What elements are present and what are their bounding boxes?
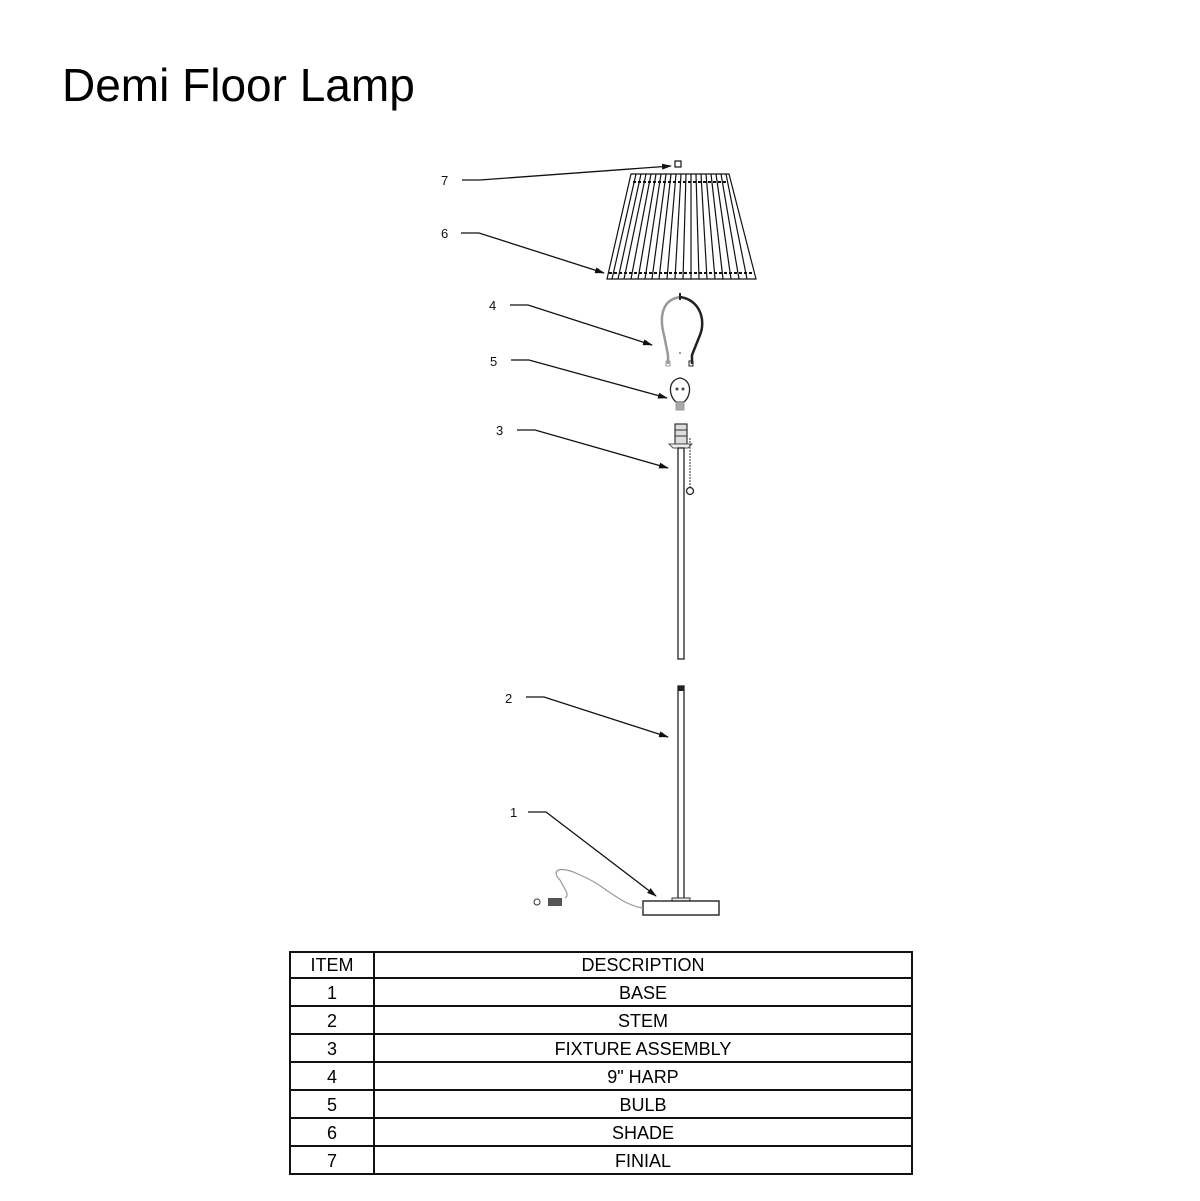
column-header-item: ITEM <box>290 952 374 978</box>
item-cell: 2 <box>290 1006 374 1034</box>
base-icon <box>534 870 719 915</box>
page-title: Demi Floor Lamp <box>62 59 415 111</box>
table-row <box>290 978 912 1006</box>
description-cell: FIXTURE ASSEMBLY <box>374 1034 912 1062</box>
description-cell: BASE <box>374 978 912 1006</box>
item-cell: 7 <box>290 1146 374 1174</box>
table-row <box>290 1118 912 1146</box>
parts-table <box>289 951 913 1175</box>
description-cell: 9" HARP <box>374 1062 912 1090</box>
callout-4 <box>489 298 652 345</box>
callout-1 <box>510 805 656 896</box>
fixture-assembly-icon <box>669 424 694 659</box>
item-cell: 1 <box>290 978 374 1006</box>
callout-7 <box>441 166 671 188</box>
callout-2 <box>505 691 668 737</box>
shade-icon <box>607 174 756 279</box>
table-row <box>290 1034 912 1062</box>
svg-text:3: 3 <box>496 423 504 438</box>
description-cell: STEM <box>374 1006 912 1034</box>
table-row <box>290 1006 912 1034</box>
description-cell: FINIAL <box>374 1146 912 1174</box>
table-header-row <box>290 952 912 978</box>
item-cell: 4 <box>290 1062 374 1090</box>
table-row <box>290 1146 912 1174</box>
callout-6 <box>441 226 604 273</box>
item-cell: 3 <box>290 1034 374 1062</box>
finial-icon <box>675 161 681 167</box>
harp-icon <box>662 293 702 366</box>
bulb-icon <box>670 378 689 410</box>
svg-text:7: 7 <box>441 173 449 188</box>
column-header-description: DESCRIPTION <box>374 952 912 978</box>
callout-3 <box>496 423 668 468</box>
item-cell: 5 <box>290 1090 374 1118</box>
description-cell: BULB <box>374 1090 912 1118</box>
item-cell: 6 <box>290 1118 374 1146</box>
table-row <box>290 1062 912 1090</box>
callout-5 <box>490 354 667 398</box>
svg-text:5: 5 <box>490 354 498 369</box>
svg-text:2: 2 <box>505 691 513 706</box>
table-row <box>290 1090 912 1118</box>
stem-icon <box>678 686 684 900</box>
svg-text:6: 6 <box>441 226 449 241</box>
description-cell: SHADE <box>374 1118 912 1146</box>
svg-text:4: 4 <box>489 298 497 313</box>
svg-text:1: 1 <box>510 805 518 820</box>
